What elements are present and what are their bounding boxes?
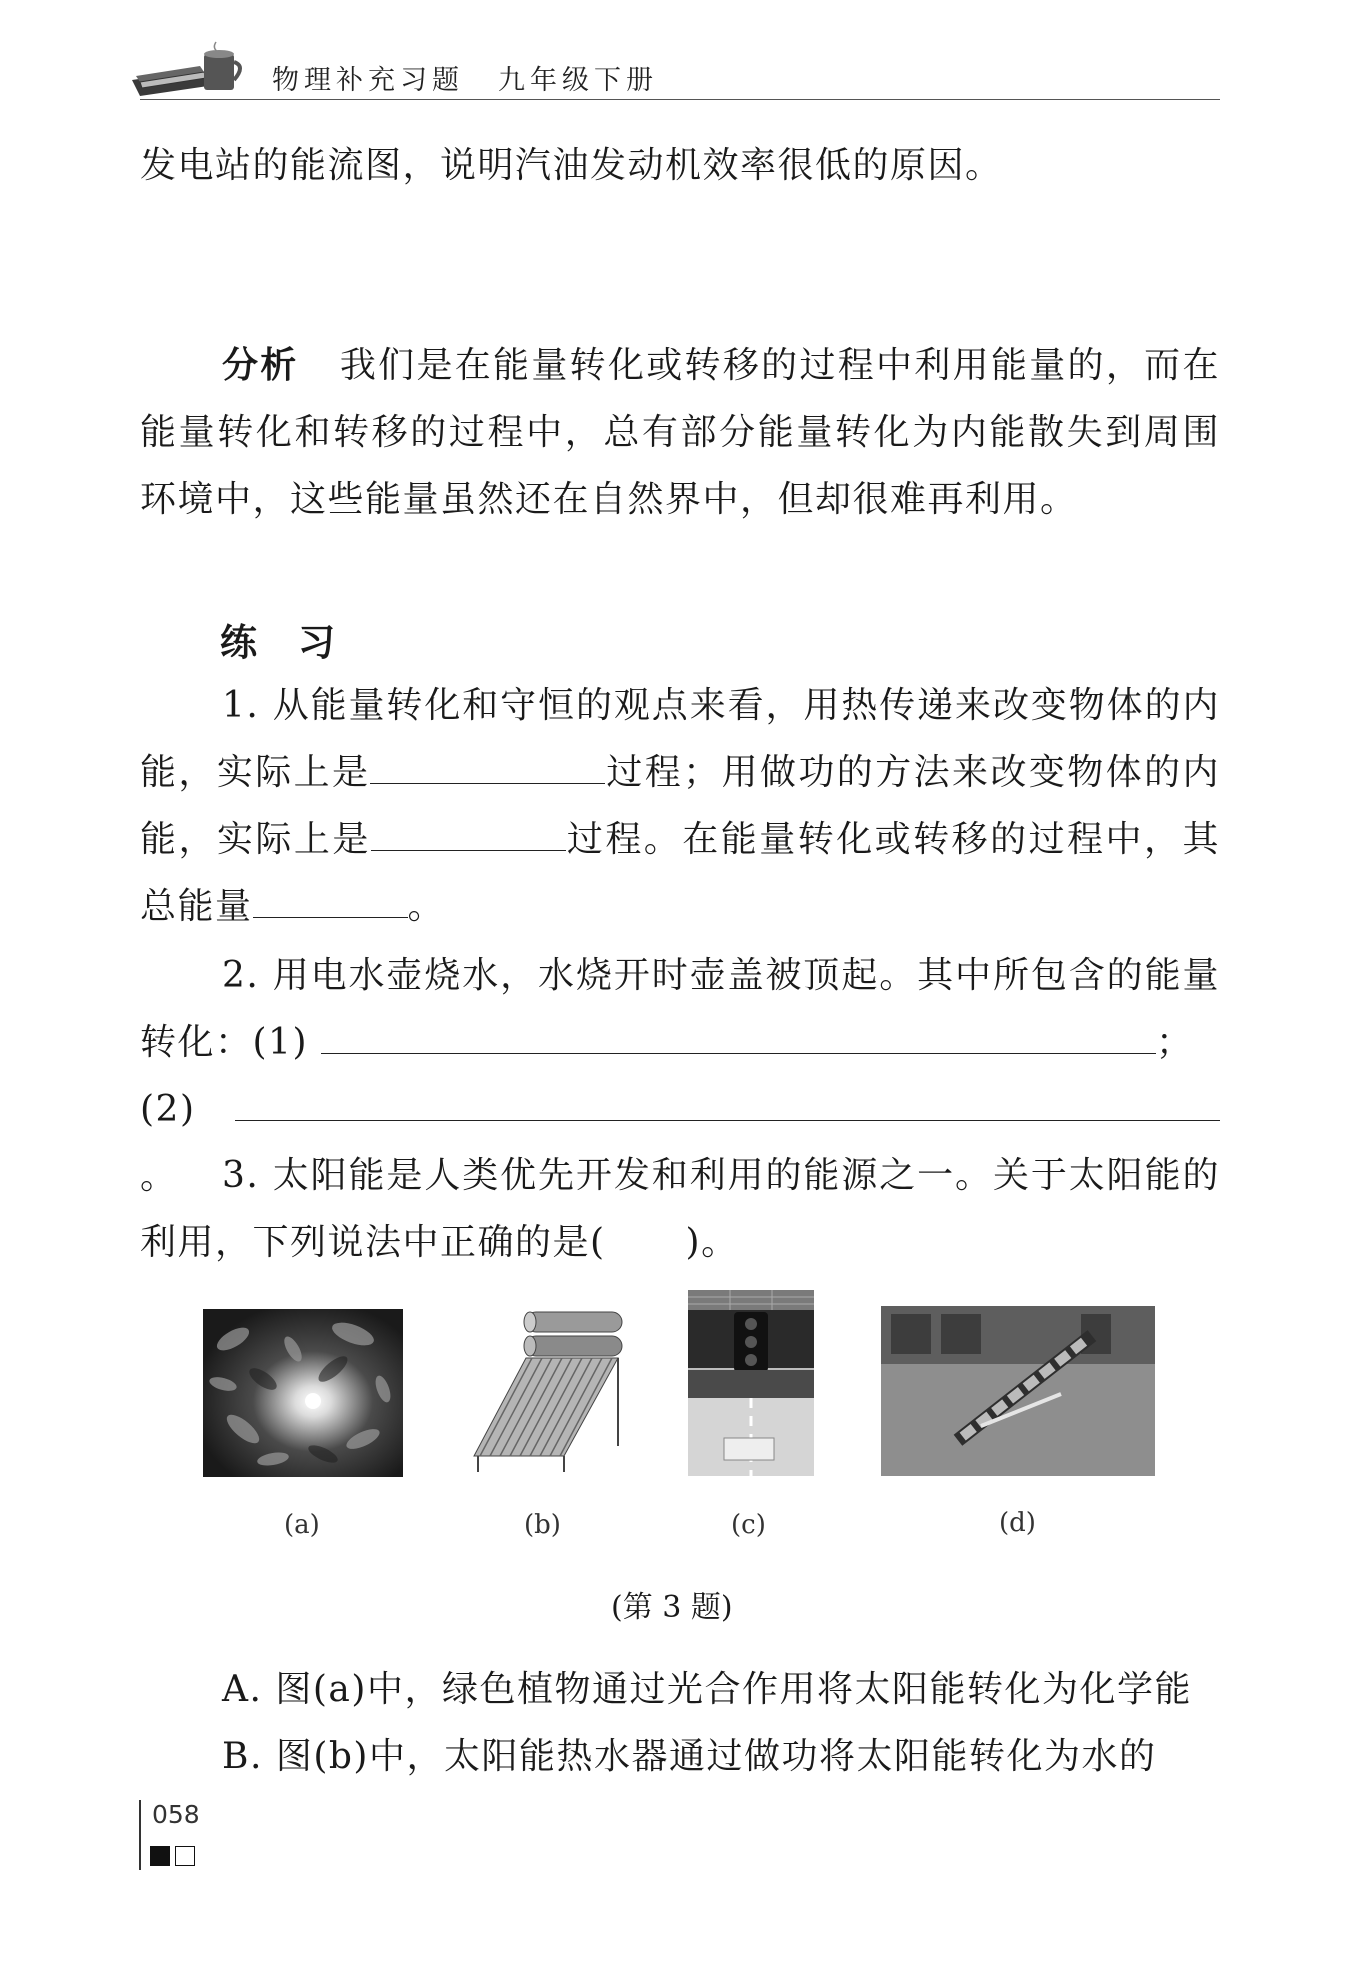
q2-blank-1[interactable]	[321, 1013, 1156, 1054]
footer-bar	[139, 1800, 141, 1870]
filled-square-icon	[150, 1846, 170, 1866]
figure-c-label: (c)	[731, 1510, 766, 1540]
figure-c-solar-traffic-light	[688, 1290, 814, 1476]
option-a[interactable]: A. 图(a)中，绿色植物通过光合作用将太阳能转化为化学能	[222, 1669, 1192, 1710]
empty-square-icon	[175, 1846, 195, 1866]
page-number: 058	[152, 1800, 200, 1829]
analysis-paragraph	[140, 332, 1220, 533]
q2-label-2: (2)	[140, 1089, 196, 1130]
question-1	[140, 672, 1220, 940]
book-and-cup-logo	[130, 40, 250, 100]
q2-end: 。	[140, 1156, 178, 1197]
grade-label: 九年级下册	[498, 65, 658, 96]
q1-part2: 过程；用做功的方法来改变物体的内能，实际上是	[140, 752, 1220, 860]
figure-caption: (第 3 题)	[611, 1590, 733, 1625]
figure-a-plants-sunlight	[203, 1309, 403, 1477]
option-b[interactable]: B. 图(b)中，太阳能热水器通过做功将太阳能转化为水的	[222, 1736, 1157, 1777]
figure-b-solar-water-heater	[468, 1306, 628, 1478]
figure-d-solar-model	[881, 1306, 1155, 1476]
book-title: 物理补充习题	[272, 65, 464, 96]
figure-b-label: (b)	[524, 1510, 561, 1540]
header-rule	[140, 99, 1220, 100]
figure-d-label: (d)	[999, 1508, 1036, 1538]
analysis-text: 我们是在能量转化或转移的过程中利用能量的，而在能量转化和转移的过程中，总有部分能量转化为内能散失到周围环境中，这些能量虽然还在自然界中，但却很难再利用。	[140, 345, 1220, 520]
q1-part3: 过程。在能量转化或转移的过程中，其总能量	[140, 819, 1220, 927]
q2-text: 2. 用电水壶烧水，水烧开时壶盖被顶起。其中所包含的能量转化：(1)	[140, 955, 1220, 1063]
q2-blank-2[interactable]	[235, 1080, 1220, 1121]
q1-blank-3[interactable]	[253, 877, 408, 918]
figure-a-label: (a)	[284, 1510, 320, 1540]
running-header	[272, 58, 658, 97]
q3-text: 3. 太阳能是人类优先开发和利用的能源之一。关于太阳能的利用，下列说法中正确的是(	[140, 1155, 1220, 1263]
q1-part1: 1. 从能量转化和守恒的观点来看，用热传递来改变物体的内能，实际上是	[140, 685, 1220, 793]
analysis-label: 分析	[222, 345, 299, 386]
q1-blank-1[interactable]	[370, 743, 605, 784]
intro-line: 发电站的能流图，说明汽油发动机效率很低的原因。	[140, 145, 1003, 186]
question-3	[140, 1142, 1220, 1276]
q2-sep: ；	[1155, 1022, 1194, 1063]
exercise-heading: 练 习	[220, 621, 337, 664]
q3-end: )。	[685, 1222, 739, 1263]
q1-end: 。	[407, 886, 446, 927]
q1-blank-2[interactable]	[371, 810, 566, 851]
